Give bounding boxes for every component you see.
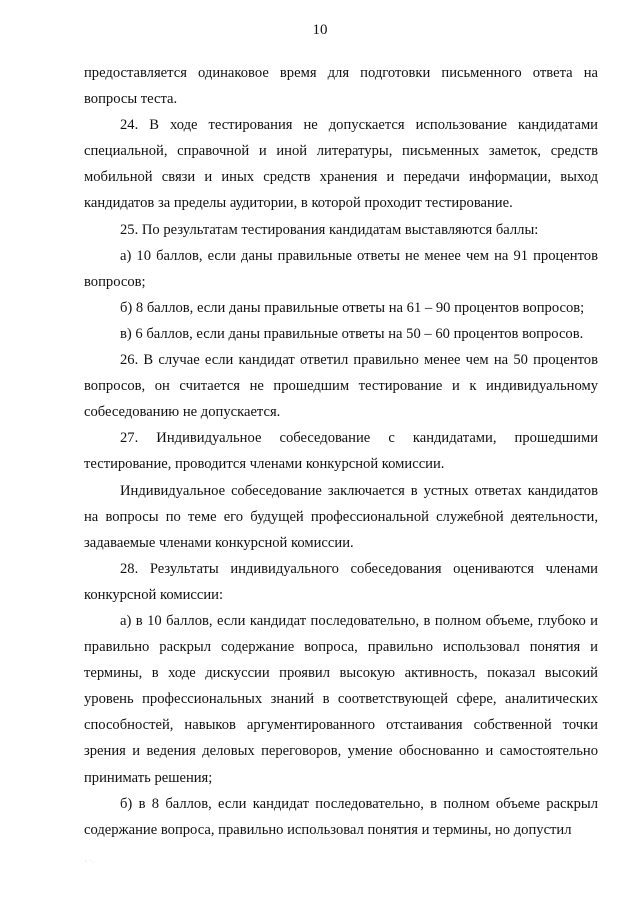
paragraph-28-a: а) в 10 баллов, если кандидат последовательно, в полном объеме, глубоко и правильно раскрыл содержание вопроса, правильно использовал понятия и термины, в ходе дискуссии проявил высокую активность, показал высокий уровень профессиональных знаний в соответствующей сфере, аналитических способностей, навыков аргументированного отстаивания собственной точки зрения и ведения деловых переговоров, умение обоснованно и самостоятельно принимать решения;	[84, 612, 598, 786]
page-number: 10	[312, 22, 328, 38]
paragraph-25-a: а) 10 баллов, если даны правильные ответы не менее чем на 91 процентов вопросов;	[84, 247, 598, 290]
paragraph-25-c: в) 6 баллов, если даны правильные ответы на 50 – 60 процентов вопросов.	[120, 325, 584, 342]
document-body	[84, 60, 598, 843]
paragraph-27: 27. Индивидуальное собеседование с кандидатами, прошедшими тестирование, проводится членами конкурсной комиссии.	[84, 430, 598, 473]
paragraph-24: 24. В ходе тестирования не допускается использование кандидатами специальной, справочной и иной литературы, письменных заметок, средств мобильной связи и иных средств хранения и передачи информации, выход кандидатов за пределы аудитории, в которой проходит тестирование.	[84, 117, 598, 212]
paragraph-27-interview: Индивидуальное собеседование заключается в устных ответах кандидатов на вопросы по теме его будущей профессиональной служебной деятельности, задаваемые членами конкурсной комиссии.	[84, 482, 598, 551]
paragraph-25: 25. По результатам тестирования кандидатам выставляются баллы:	[120, 221, 539, 238]
paragraph-continuation: предоставляется одинаковое время для подготовки письменного ответа на вопросы теста.	[84, 65, 598, 108]
paragraph-28-b: б) в 8 баллов, если кандидат последовательно, в полном объеме раскрыл содержание вопроса, правильно использовал понятия и термины, но допустил	[84, 795, 598, 838]
paragraph-25-b: б) 8 баллов, если даны правильные ответы на 61 – 90 процентов вопросов;	[120, 299, 585, 316]
scan-speck	[84, 858, 98, 864]
paragraph-28: 28. Результаты индивидуального собеседования оцениваются членами конкурсной комиссии:	[84, 560, 598, 603]
paragraph-26: 26. В случае если кандидат ответил правильно менее чем на 50 процентов вопросов, он считается не прошедшим тестирование и к индивидуальному собеседованию не допускается.	[84, 352, 598, 421]
